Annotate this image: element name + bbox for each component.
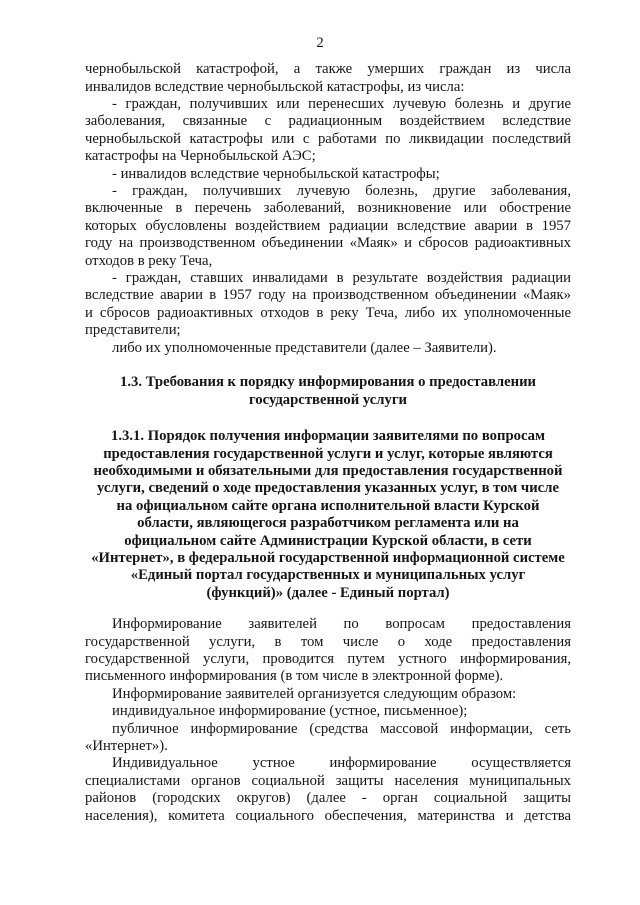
eligible-citizens-section (85, 61, 571, 357)
paragraph-individual-informing (85, 703, 571, 720)
text-line: письменного информирования (в том числе в электронной форме). (85, 668, 504, 685)
heading-line: «Единый портал государственных и муниципальных услуг (130, 567, 526, 584)
text-line: индивидуальное информирование (устное, письменное); (112, 703, 468, 720)
text-line: «Интернет»). (85, 738, 168, 755)
list-item-disabled (85, 166, 571, 183)
paragraph-public-informing (85, 721, 571, 756)
paragraph-informing-organized (85, 686, 571, 703)
text-line: Информирование заявителей организуется следующим образом: (112, 685, 517, 702)
heading-line: предоставления государственной услуги и услуг, которые являются (103, 445, 553, 462)
text-line: районов (городских округов) (далее - орган социальной защиты (85, 790, 571, 807)
heading-line: государственной услуги (248, 391, 408, 408)
heading-line: на официальном сайте органа исполнительной власти Курской (116, 497, 540, 514)
section-heading-1-3-1 (85, 428, 571, 602)
heading-line: услуги, сведений о ходе предоставления указанных услуг, в том числе (97, 480, 559, 497)
list-item-radiation-disease (85, 96, 571, 166)
text-line: - граждан, получивших лучевую болезнь, другие заболевания, (112, 183, 571, 200)
text-line: государственной услуги, проводится путем устного информирования, (85, 651, 571, 668)
paragraph-informing-forms (85, 616, 571, 686)
text-line: - граждан, ставших инвалидами в результате воздействия радиации (112, 269, 571, 286)
text-line: чернобыльской катастрофой, а также умерших граждан из числа (85, 61, 571, 78)
heading-line: необходимыми и обязательными для предоставления государственной (93, 463, 563, 480)
list-item-mayak-disabled (85, 270, 571, 340)
text-line: - граждан, получивших или перенесших лучевую болезнь и другие (112, 96, 571, 113)
heading-line: 1.3.1. Порядок получения информации заявителями по вопросам (110, 428, 546, 445)
text-line: государственной услуги, в том числе о ходе предоставления (85, 633, 571, 650)
heading-line: (функций)» (далее - Единый портал) (206, 584, 450, 601)
text-line: специалистами органов социальной защиты населения муниципальных (85, 772, 571, 789)
list-item-mayak-disease (85, 183, 571, 270)
text-line: либо их уполномоченные представители (далее – Заявители). (112, 339, 497, 356)
text-line: - инвалидов вследствие чернобыльской катастрофы; (112, 165, 440, 182)
text-line: Индивидуальное устное информирование осуществляется (112, 755, 571, 772)
section-heading-1-3 (85, 374, 571, 409)
text-line: публичное информирование (средства массовой информации, сеть (112, 720, 571, 737)
page-number: 2 (316, 35, 324, 52)
text-line: году на производственном объединении «Маяк» и сбросов радиоактивных (85, 235, 571, 252)
heading-line: «Интернет», в федеральной государственной информационной системе (91, 550, 565, 567)
heading-line: официальном сайте Администрации Курской области, в сети (124, 532, 532, 549)
heading-line: области, являющегося разработчиком регламента или на (137, 515, 519, 532)
text-line: населения), комитета социального обеспечения, материнства и детства (85, 807, 571, 824)
heading-line: 1.3. Требования к порядку информирования о предоставлении (119, 374, 537, 391)
text-line: и сбросов радиоактивных отходов в реку Теча, либо их уполномоченные (85, 304, 571, 321)
paragraph-representatives (85, 340, 571, 357)
text-line: Информирование заявителей по вопросам предоставления (112, 616, 571, 633)
text-line: отходов в реку Теча, (85, 252, 213, 269)
text-line: катастрофы на Чернобыльской АЭС; (85, 148, 316, 165)
paragraph-continuation (85, 61, 571, 96)
text-line: вследствие аварии в 1957 году на производственном объединении «Маяк» (85, 287, 571, 304)
text-line: включенные в перечень заболеваний, возникновение или обострение (85, 200, 571, 217)
text-line: заболевания, связанные с радиационным воздействием вследствие (85, 113, 571, 130)
paragraph-oral-informing (85, 755, 571, 825)
text-line: чернобыльской катастрофы или с работами по ликвидации последствий (85, 130, 571, 147)
text-line: представители; (85, 322, 181, 339)
informing-section-body (85, 616, 571, 825)
text-line: которых обусловлены воздействием радиации вследствие аварии в 1957 (85, 217, 571, 234)
text-line: инвалидов вследствие чернобыльской катастрофы, из числа: (85, 78, 465, 95)
